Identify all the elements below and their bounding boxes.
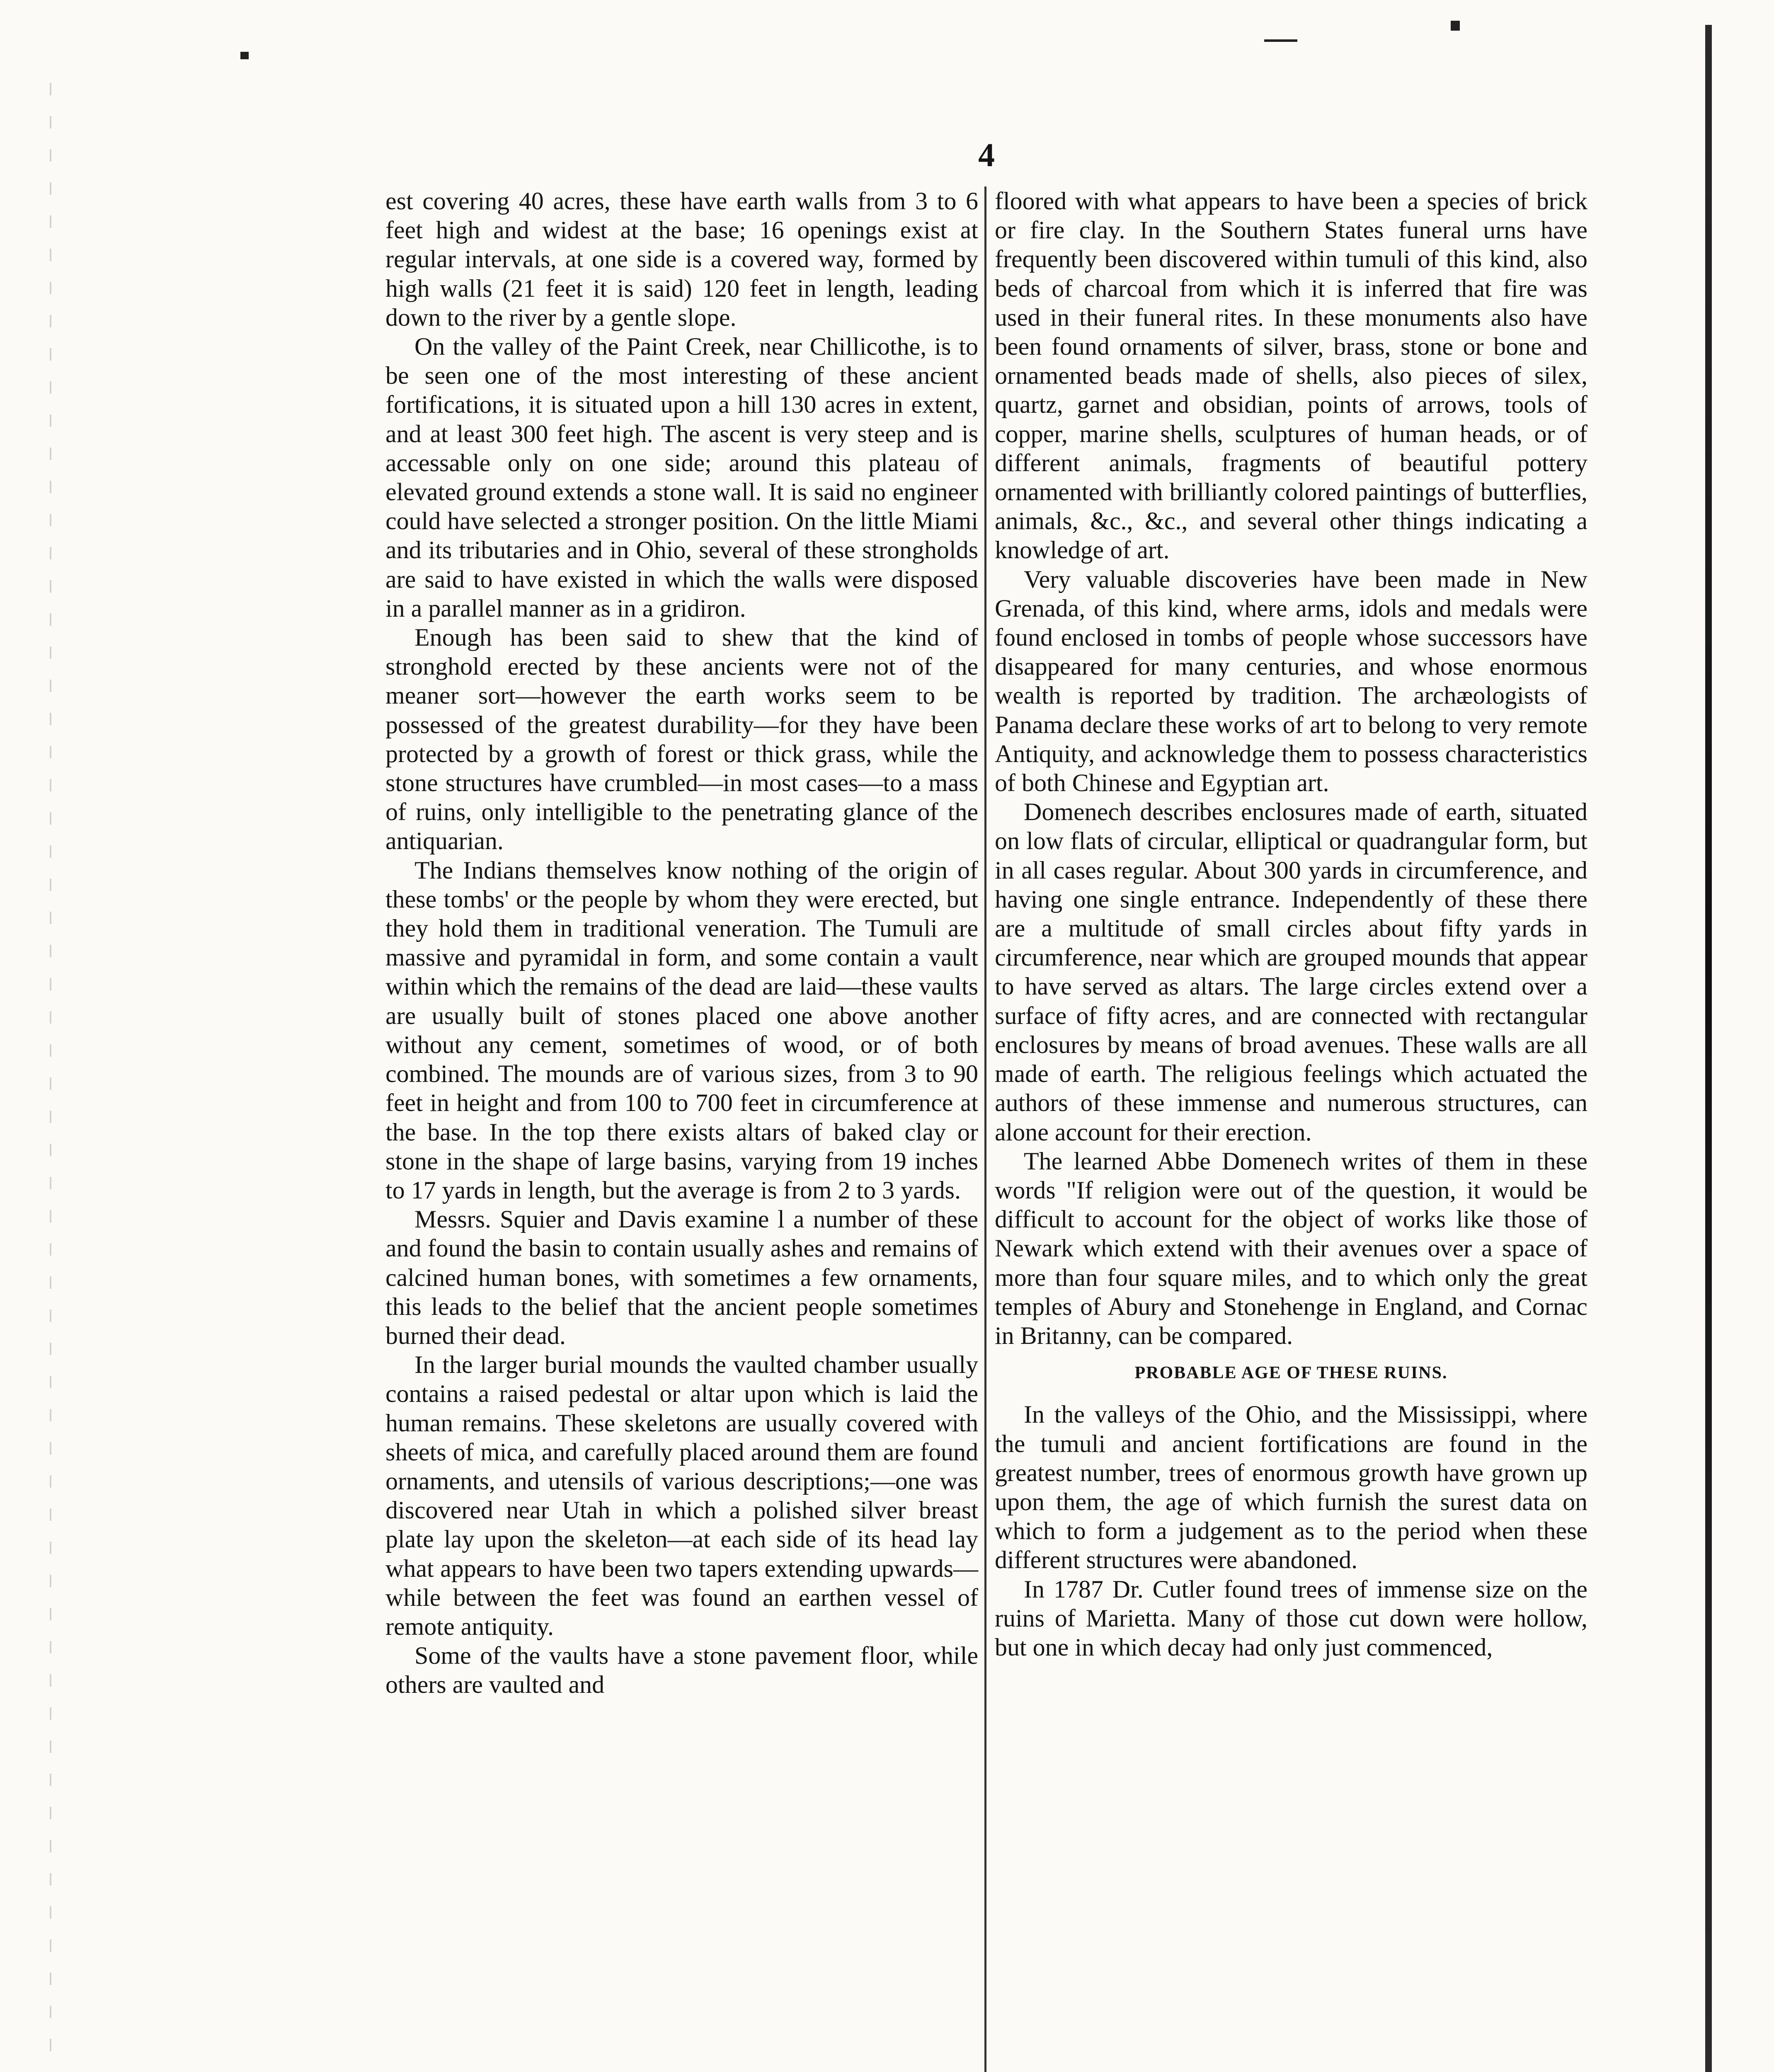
paragraph: The learned Abbe Domenech writes of them in these words "If religion were out of the question, it would be difficult to account for the object of works like those of Newark which extend with their avenues over a space of more than four square miles, and to which only the great temples of Abury and Stonehenge in England, and Cornac in Britanny, can be compared.	[995, 1147, 1587, 1349]
paragraph: In 1787 Dr. Cutler found trees of immense size on the ruins of Marietta. Many of those cut down were hollow, but one in which decay had only just commenced,	[995, 1575, 1587, 1661]
page-number: 4	[978, 137, 995, 174]
scan-mark	[240, 52, 249, 59]
right-column	[995, 186, 1587, 1662]
scan-edge-right	[1705, 25, 1712, 2072]
paragraph: Very valuable discoveries have been made in New Grenada, of this kind, where arms, idols and medals were found enclosed in tombs of people whose successors have disappeared for many centuries, and whose enormous wealth is reported by tradition. The archæologists of Panama declare these works of art to belong to very remote Antiquity, and acknowledge them to possess characteristics of both Chinese and Egyptian art.	[995, 565, 1587, 797]
column-rule	[984, 186, 986, 2072]
paragraph: In the larger burial mounds the vaulted chamber usually contains a raised pedestal or altar upon which is laid the human remains. These skeletons are usually covered with sheets of mica, and carefully placed around them are found ornaments, and utensils of various descriptions;—one was discovered near Utah in which a polished silver breast plate lay upon the skeleton—at each side of its head lay what appears to have been two tapers extending upwards—while between the feet was found an earthen vessel of remote antiquity.	[385, 1351, 978, 1640]
paragraph: Enough has been said to shew that the kind of stronghold erected by these ancients were not of the meaner sort—however the earth works seem to be possessed of the greatest durability—for they have been protected by a growth of forest or thick grass, while the stone structures have crumbled—in most cases—to a mass of ruins, only intelligible to the penetrating glance of the antiquarian.	[385, 624, 978, 855]
paragraph: est covering 40 acres, these have earth walls from 3 to 6 feet high and widest at the base; 16 openings exist at regular intervals, at one side is a covered way, formed by high walls (21 feet it is said) 120 feet in length, leading down to the river by a gentle slope.	[385, 187, 978, 331]
paragraph: Messrs. Squier and Davis examine l a number of these and found the basin to contain usually ashes and remains of calcined human bones, with sometimes a few ornaments, this leads to the belief that the ancient people sometimes burned their dead.	[385, 1205, 978, 1349]
section-heading: PROBABLE AGE OF THESE RUINS.	[1134, 1363, 1448, 1383]
paragraph: floored with what appears to have been a species of brick or fire clay. In the Southern States funeral urns have frequently been discovered within tumuli of this kind, also beds of charcoal from which it is inferred that fire was used in their funeral rites. In these monuments also have been found ornaments of silver, brass, stone or bone and ornamented beads made of shells, also pieces of silex, quartz, garnet and obsidian, points of arrows, tools of copper, marine shells, sculptures of human heads, or of different animals, fragments of beautiful pottery ornamented with brilliantly colored paintings of butterflies, animals, &c., &c., and several other things indicating a knowledge of art.	[995, 187, 1587, 564]
scan-mark	[1451, 21, 1460, 31]
paragraph: Some of the vaults have a stone pavement floor, while others are vaulted and	[385, 1642, 978, 1699]
paragraph: Domenech describes enclosures made of earth, situated on low flats of circular, elliptical or quadrangular form, but in all cases regular. About 300 yards in circumference, and having one single entrance. Independently of these there are a multitude of small circles about fifty yards in circumference, near which are grouped mounds that appear to have served as altars. The large circles extend over a surface of fifty acres, and are connected with rectangular enclosures by means of broad avenues. These walls are all made of earth. The religious feelings which actuated the authors of these immense and numerous structures, can alone account for their erection.	[995, 798, 1587, 1146]
scan-edge-left	[50, 83, 51, 2072]
paragraph: The Indians themselves know nothing of the origin of these tombs' or the people by whom they were erected, but they hold them in traditional veneration. The Tumuli are massive and pyramidal in form, and some contain a vault within which the remains of the dead are laid—these vaults are usually built of stones placed one above another without any cement, sometimes of wood, or of both combined. The mounds are of various sizes, from 3 to 90 feet in height and from 100 to 700 feet in circumference at the base. In the top there exists altars of baked clay or stone in the shape of large basins, varying from 19 inches to 17 yards in length, but the average is from 2 to 3 yards.	[385, 856, 978, 1204]
scan-mark	[1264, 39, 1297, 42]
paragraph: In the valleys of the Ohio, and the Mississippi, where the tumuli and ancient fortifications are found in the greatest number, trees of enormous growth have grown up upon them, the age of which furnish the surest data on which to form a judgement as to the period when these different structures were abandoned.	[995, 1401, 1587, 1574]
left-column	[385, 186, 978, 1699]
paragraph: On the valley of the Paint Creek, near Chillicothe, is to be seen one of the most interesting of these ancient fortifications, it is situated upon a hill 130 acres in extent, and at least 300 feet high. The ascent is very steep and is accessable only on one side; around this plateau of elevated ground extends a stone wall. It is said no engineer could have selected a stronger position. On the little Miami and its tributaries and in Ohio, several of these strongholds are said to have existed in which the walls were disposed in a parallel manner as in a gridiron.	[385, 333, 978, 622]
